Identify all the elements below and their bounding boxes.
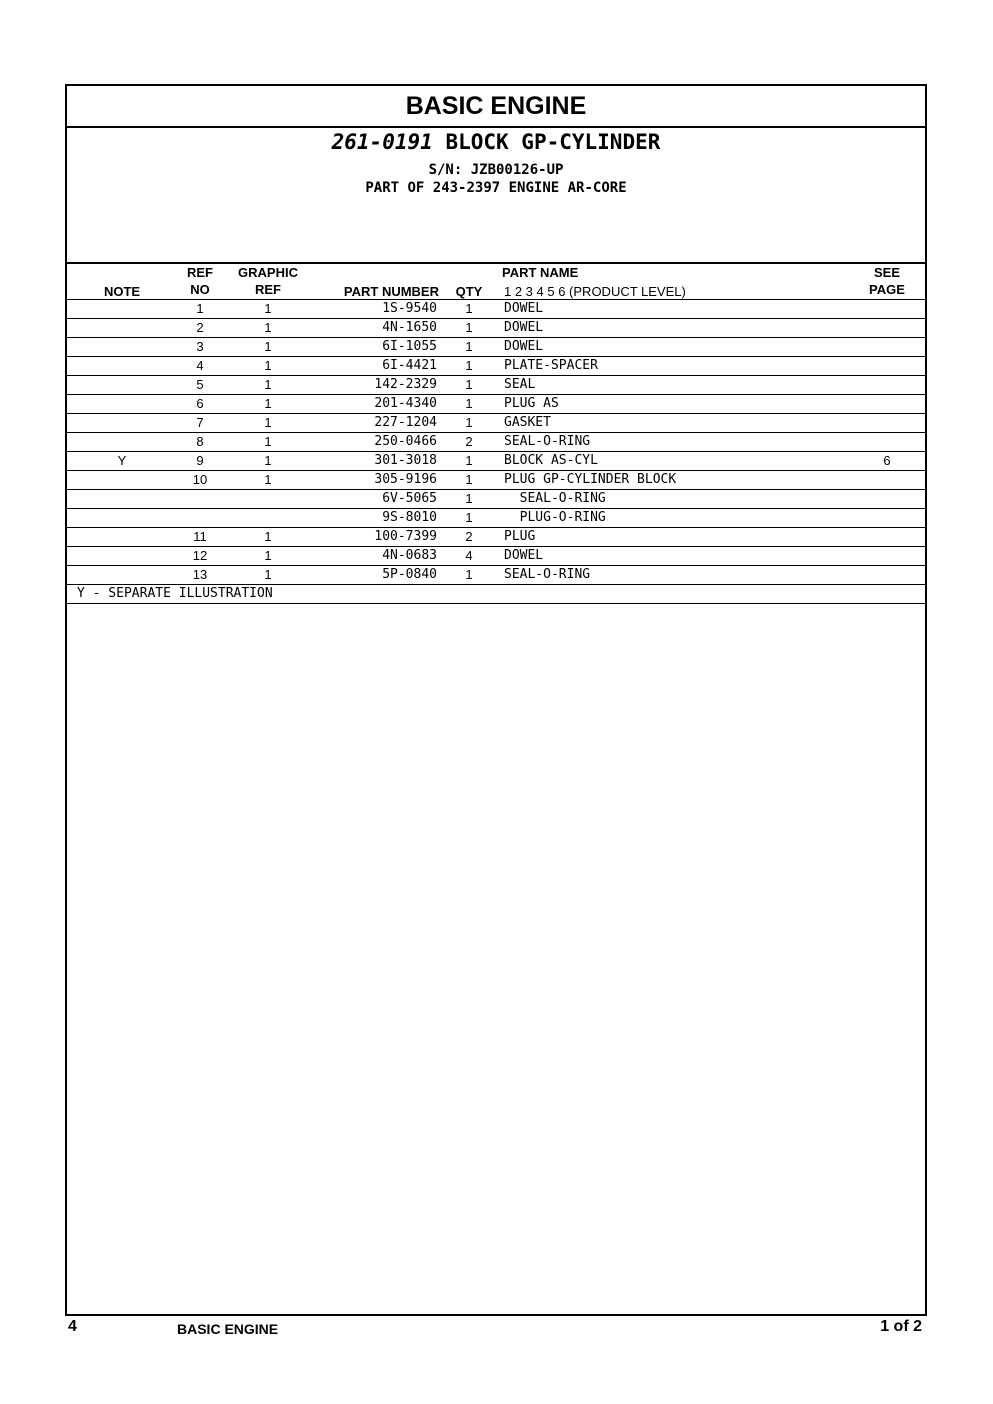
group-heading <box>67 130 925 154</box>
footnote-row <box>67 584 925 604</box>
part-name-cell: DOWEL <box>504 548 544 563</box>
part-number-cell: 201-4340 <box>374 396 437 411</box>
ref-no-cell: 2 <box>196 320 204 335</box>
graphic-ref-cell: 1 <box>264 548 272 563</box>
qty-cell: 1 <box>465 339 473 354</box>
parts-page-frame <box>65 84 927 1316</box>
graphic-ref-cell: 1 <box>264 453 272 468</box>
part-number-cell: 301-3018 <box>374 453 437 468</box>
part-name-cell: PLATE-SPACER <box>504 358 598 373</box>
col-part-number: PART NUMBER <box>343 284 439 299</box>
qty-cell: 2 <box>465 529 473 544</box>
graphic-ref-cell: 1 <box>264 434 272 449</box>
table-row <box>67 451 925 470</box>
part-number-cell: 5P-0840 <box>382 567 437 582</box>
graphic-ref-cell: 1 <box>264 301 272 316</box>
part-name-cell: SEAL-O-RING <box>504 567 591 582</box>
part-number-cell: 4N-0683 <box>382 548 437 563</box>
part-number-cell: 9S-8010 <box>382 510 437 525</box>
table-row <box>67 394 925 413</box>
col-ref-no-line1: REF <box>187 265 213 280</box>
group-name: BLOCK GP-CYLINDER <box>445 130 661 154</box>
part-of-line: PART OF 243-2397 ENGINE AR-CORE <box>365 180 627 196</box>
part-name-cell: PLUG AS <box>504 396 559 411</box>
qty-cell: 1 <box>465 510 473 525</box>
col-note: NOTE <box>103 284 141 299</box>
part-number-cell: 227-1204 <box>374 415 437 430</box>
part-name-cell: BLOCK AS-CYL <box>504 453 598 468</box>
col-see-page-line2: PAGE <box>869 282 905 297</box>
note-cell: Y <box>117 453 127 468</box>
qty-cell: 1 <box>465 472 473 487</box>
table-row <box>67 565 925 584</box>
qty-cell: 1 <box>465 453 473 468</box>
ref-no-cell: 6 <box>196 396 204 411</box>
col-graphic-ref-line2: REF <box>255 282 281 297</box>
qty-cell: 1 <box>465 396 473 411</box>
col-part-name: PART NAME <box>502 265 579 280</box>
part-name-cell: DOWEL <box>504 301 544 316</box>
ref-no-cell: 1 <box>196 301 204 316</box>
graphic-ref-cell: 1 <box>264 472 272 487</box>
table-row <box>67 470 925 489</box>
see-page-cell: 6 <box>883 453 891 468</box>
col-qty: QTY <box>455 284 483 299</box>
ref-no-cell: 13 <box>192 567 208 582</box>
qty-cell: 1 <box>465 320 473 335</box>
ref-no-cell: 8 <box>196 434 204 449</box>
section-title: BASIC ENGINE <box>67 86 925 128</box>
graphic-ref-cell: 1 <box>264 339 272 354</box>
table-row <box>67 527 925 546</box>
qty-cell: 1 <box>465 491 473 506</box>
ref-no-cell: 4 <box>196 358 204 373</box>
col-see-page-line1: SEE <box>873 265 900 280</box>
graphic-ref-cell: 1 <box>264 567 272 582</box>
page-number: 4 <box>68 1318 77 1335</box>
part-name-cell: SEAL <box>504 377 536 392</box>
footer-title: BASIC ENGINE <box>177 1321 279 1337</box>
part-number-cell: 6I-4421 <box>382 358 437 373</box>
table-row <box>67 432 925 451</box>
table-row <box>67 546 925 565</box>
part-name-cell: PLUG-O-RING <box>504 510 606 525</box>
part-number-cell: 142-2329 <box>374 377 437 392</box>
footnote: Y - SEPARATE ILLUSTRATION <box>77 586 273 601</box>
qty-cell: 4 <box>465 548 473 563</box>
part-number-cell: 6V-5065 <box>382 491 437 506</box>
part-name-cell: PLUG <box>504 529 536 544</box>
ref-no-cell: 10 <box>192 472 208 487</box>
qty-cell: 2 <box>465 434 473 449</box>
qty-cell: 1 <box>465 358 473 373</box>
table-row <box>67 318 925 337</box>
graphic-ref-cell: 1 <box>264 320 272 335</box>
part-name-cell: PLUG GP-CYLINDER BLOCK <box>504 472 677 487</box>
qty-cell: 1 <box>465 377 473 392</box>
col-graphic-ref-line1: GRAPHIC <box>238 265 298 280</box>
ref-no-cell: 7 <box>196 415 204 430</box>
part-number-cell: 100-7399 <box>374 529 437 544</box>
ref-no-cell: 12 <box>192 548 208 563</box>
col-product-level: 1 2 3 4 5 6 (PRODUCT LEVEL) <box>504 284 686 299</box>
qty-cell: 1 <box>465 301 473 316</box>
graphic-ref-cell: 1 <box>264 358 272 373</box>
table-row <box>67 508 925 527</box>
qty-cell: 1 <box>465 567 473 582</box>
ref-no-cell: 9 <box>196 453 204 468</box>
part-name-cell: DOWEL <box>504 339 544 354</box>
col-ref-no-line2: NO <box>190 282 210 297</box>
part-number-cell: 1S-9540 <box>382 301 437 316</box>
ref-no-cell: 11 <box>193 529 207 544</box>
table-row <box>67 337 925 356</box>
part-name-cell: DOWEL <box>504 320 544 335</box>
qty-cell: 1 <box>465 415 473 430</box>
part-name-cell: GASKET <box>504 415 551 430</box>
serial-number: S/N: JZB00126-UP <box>428 162 564 178</box>
graphic-ref-cell: 1 <box>264 396 272 411</box>
part-name-cell: SEAL-O-RING <box>504 491 606 506</box>
table-row <box>67 413 925 432</box>
table-row <box>67 375 925 394</box>
group-number: 261-0191 <box>331 130 433 154</box>
ref-no-cell: 5 <box>196 377 204 392</box>
page-of: 1 of 2 <box>880 1318 922 1335</box>
part-number-cell: 6I-1055 <box>382 339 437 354</box>
table-row <box>67 489 925 508</box>
part-number-cell: 250-0466 <box>374 434 437 449</box>
table-row <box>67 356 925 375</box>
table-row <box>67 299 925 318</box>
part-name-cell: SEAL-O-RING <box>504 434 591 449</box>
graphic-ref-cell: 1 <box>264 415 272 430</box>
part-number-cell: 4N-1650 <box>382 320 437 335</box>
graphic-ref-cell: 1 <box>264 377 272 392</box>
part-number-cell: 305-9196 <box>374 472 437 487</box>
graphic-ref-cell: 1 <box>264 529 272 544</box>
parts-table <box>67 299 925 604</box>
ref-no-cell: 3 <box>196 339 204 354</box>
